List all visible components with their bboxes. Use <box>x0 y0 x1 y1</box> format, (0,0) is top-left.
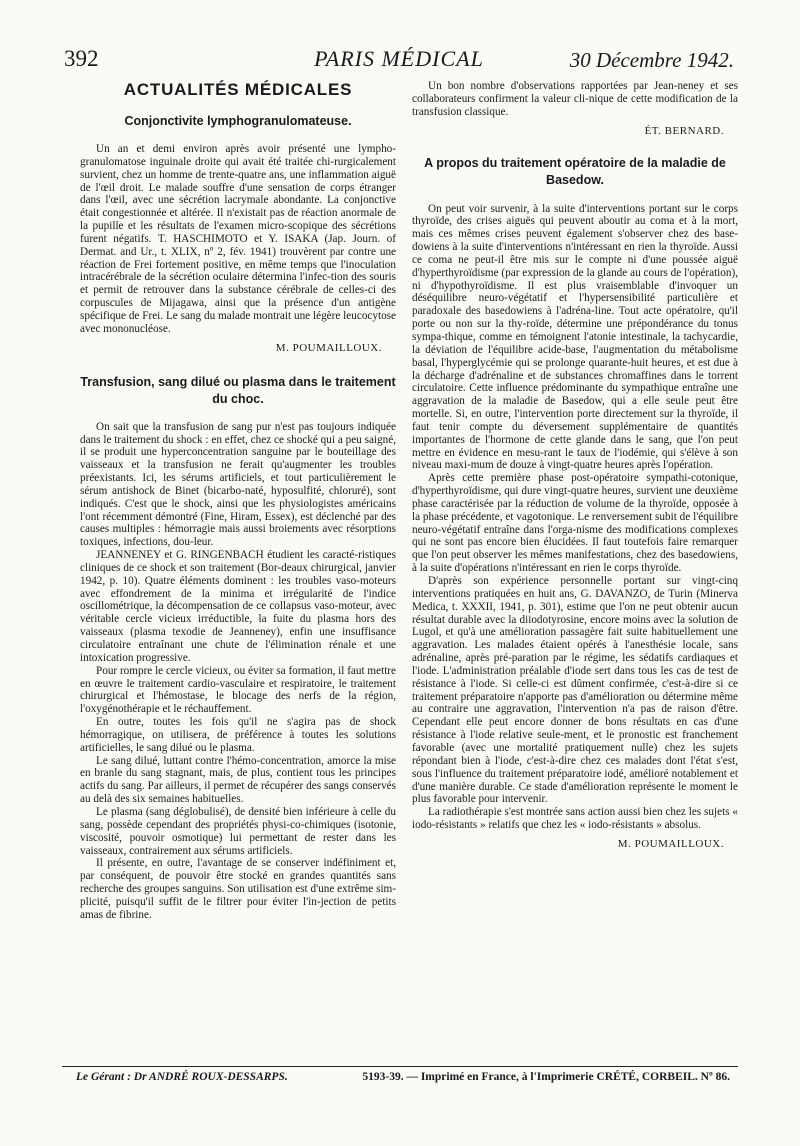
section-title: ACTUALITÉS MÉDICALES <box>123 80 353 99</box>
article-basedow <box>412 155 738 850</box>
article-paragraph: On sait que la transfusion de sang pur n'est pas toujours indiquée dans le traitement du shock : en effet, chez ce shocké qui a peu saigné, il se produit une hyperconcentration sanguine par le bouteillage des vaisseaux et la transfusion ne ferait qu'augmenter les troubles préexistants. Ici, les sérums artificiels, et tout particulièrement le sérum antishock de Binet (bicarbo-naté, hyposulfité, chloruré), sont indiqués. C'est que le shock, ainsi que les physiologistes américains l'ont récemment démontré (Fine, Hiram, Essex), est déclenché par des causes multiples : hémorragie mais aussi broiements avec résorptions toxiques, infections, dou-leur. <box>80 420 396 549</box>
article-title: A propos du traitement opératoire de la maladie de Basedow. <box>424 155 726 187</box>
page-number: 392 <box>64 46 99 71</box>
article-paragraph: Pour rompre le cercle vicieux, ou éviter sa formation, il faut mettre en œuvre le traitement cardio-vasculaire et respiratoire, le traitement chirurgical et l'hémostase, le blocage des nerfs de la région, l'oxygénothérapie et le réchauffement. <box>80 664 396 716</box>
article-conjonctivite <box>80 113 396 354</box>
footer-printer: 5193-39. — Imprimé en France, à l'Imprimerie CRÉTÉ, CORBEIL. Nº 86. <box>362 1071 730 1083</box>
article-title: Transfusion, sang dilué ou plasma dans le traitement du choc. <box>80 374 396 406</box>
article-transfusion <box>80 374 396 922</box>
issue-date: 30 Décembre 1942. <box>569 48 734 72</box>
left-column <box>80 80 396 922</box>
article-title: Conjonctivite lymphogranulomateuse. <box>124 114 352 128</box>
article-paragraph: On peut voir survenir, à la suite d'interventions portant sur le corps thyroïde, des crises aiguës qui peuvent aboutir au coma et à la mort, mais ces mêmes crises peuvent également s'observer chez des base-dowiens à la suite d'interventions n'intéressant en rien la thyroïde. Aussi ce coma ne peut-il être mis sur le compte ni d'une poussée aiguë d'hyperthyroïdisme (par expression de la glande au cours de l'opération), ni d'hypothyroïdisme. Il est plus vraisemblable d'invoquer un déséquilibre neuro-végétatif et l'hypersensibilité particulière et paradoxale des basedowiens à l'adréna-line. Tout acte opératoire, qu'il porte ou non sur la thy-roïde, détermine une prépondérance du tonus sympa-thique, comme en témoignent l'atonie intestinale, la tachycardie, la déviation de l'équilibre acide-base, l'augmentation du métabolisme basal, l'hyperglycémie qui se prolonge quarante-huit heures, et est due à la décharge d'adrénaline et de substances chromaffines dans le torrent circulatoire. Cette influence prédominante du sympathique entraîne une aggravation de la maladie de Basedow, qui a elle seule peut être mortelle. Si, en outre, l'intervention porte directement sur la thyroïde, il faut tenir compte du déversement supplémentaire de quantités importantes de l'hormone de cette glande dans le sang, que l'on peut mettre en évidence en mesu-rant le taux de l'iodémie, qui s'élève à son niveau maxi-mum de douze à vingt-quatre heures après l'opération. <box>412 202 738 472</box>
article-paragraph: JEANNENEY et G. RINGENBACH étudient les caracté-ristiques cliniques de ce shock et son traitement (Bor-deaux chirurgical, janvier 1942, p. 10). Quatre éléments dominent : les troubles vaso-moteurs avec effondrement de la minima et irrégularité de l'indice oscillométrique, la décompensation de ce collapsus vaso-moteur, avec véritable cercle vicieux irréductible, la fuite du plasma hors des vaisseaux (plasma texodie de Jeanneney), enfin une insuffisance circulatoire entraînant une chute de l'élimination rénale et une intoxication progressive. <box>80 549 396 664</box>
article-paragraph: Un an et demi environ après avoir présenté une lympho-granulomatose inguinale droite qui avait été traitée chi-rurgicalement survient, chez un homme de trente-quatre ans, une inflammation aiguë de l'œil droit. Le malade souffre d'une sensation de corps étranger dans l'œil, avec une sécrétion lacrymale abondante. La conjonctive était congestionnée et altérée. Il n'existait pas de réaction anormale de la pupille et les résultats de l'examen micro-scopique des sécrétions furent négatifs. T. HASCHIMOTO et Y. ISAKA (Jap. Journ. of Dermat. and Ur., t. XLIX, nº 2, fév. 1941) trouvèrent par contre une réaction de Frei fortement positive, en même temps que l'inoculation intracérébrale de la sécrétion oculaire détermina l'infec-tion des souris et permit de retrouver dans la substance cérébrale de celles-ci des corpuscules de Mijagawa, ainsi que la présence d'un antigène spécifique de Frei. Le sang du malade montrait une légère leucocytose avec mononucléose. <box>80 143 396 335</box>
article-paragraph: Le sang dilué, luttant contre l'hémo-concentration, amorce la mise en branle du sang stagnant, mais, de plus, contient tous les principes actifs du sang. Par ailleurs, il permet de récupérer des sangs conservés au delà des six semaines habituelles. <box>80 754 396 806</box>
article-paragraph: D'après son expérience personnelle portant sur vingt-cinq interventions pratiquées en huit ans, G. DAVANZO, de Turin (Minerva Medica, t. XXXII, 1941, p. 301), estime que l'on ne peut obtenir aucun résultat durable avec la diiodotyrosine, encore moins avec la solution de Lugol, et qu'à une amélioration passagère fait suite habituellement une aggravation. Les malades étaient opérés à l'anesthésie locale, sans adrénaline, après pré-paration par le régime, les sédatifs cardiaques et l'iode. L'administration préalable d'iode sert dans tous les cas de test de résistance à l'iode. Si celle-ci est dûment confirmée, c'est-à-dire si ce traitement préparatoire n'apporte pas d'amélioration ou détermine même au contraire une aggravation, l'intervention n'a pas de raison d'être. Cependant elle peut encore donner de bons résultats en cas d'une résistance à l'iode relative seule-ment, et le pronostic est franchement favorable (avec une mortalité pratiquement nulle) chez les sujets répondant bien à l'iode, c'est-à-dire chez ces malades dont l'état s'est, sous l'influence du traitement préparatoire iodé, amélioré notablement et d'une manière durable. Ce stade d'amélioration représente le moment le plus favorable pour intervenir. <box>412 575 738 806</box>
article-paragraph: Un bon nombre d'observations rapportées par Jean-neney et ses collaborateurs confirment la valeur cli-nique de cette modification de la transfusion classique. <box>412 80 738 118</box>
article-transfusion-continued <box>412 80 738 137</box>
article-paragraph: La radiothérapie s'est montrée sans action aussi bien chez les sujets « iodo-résistants » relatifs que chez les « iodo-résistants » absolus. <box>412 806 738 832</box>
article-paragraph: En outre, toutes les fois qu'il ne s'agira pas de shock hémorragique, on utilisera, de préférence à toutes les solutions artificielles, le sang dilué ou le plasma. <box>80 716 396 754</box>
article-paragraph: Il présente, en outre, l'avantage de se conserver indéfiniment et, par conséquent, de pouvoir être stocké en grandes quantités sans recherche des groupes sanguins. Son utilisation est d'une extrême sim-plicité, puisqu'il suffit de le filtrer pour éviter l'in-jection de petits amas de fibrine. <box>80 857 396 921</box>
author-signature: M. POUMAILLOUX. <box>275 341 382 354</box>
footer-manager: Le Gérant : Dr ANDRÉ ROUX-DESSARPS. <box>76 1071 288 1083</box>
article-paragraph: Le plasma (sang déglobulisé), de densité bien inférieure à celle du sang, possède cependant des propriétés physi-co-chimiques (isotonie, viscosité, pouvoir osmotique) lui permettant de rester dans les vaisseaux, contrairement aux sérums artificiels. <box>80 805 396 857</box>
article-paragraph: Après cette première phase post-opératoire sympathi-cotonique, d'hyperthyroïdisme, qui dure vingt-quatre heures, survient une deuxième phase caractérisée par la réduction de volume de la thyroïde, opposée à la phase précédente, et vagotonique. Le renversement subit de l'équilibre neuro-végétatif entraîne dans l'orga-nisme des modifications complexes qui ne sont pas encore bien élucidées. Il faut toutefois faire remarquer que l'on peut observer les mêmes manifestations, chez des basedowiens, à la suite d'opérations n'intéressant en rien le corps thyroïde. <box>412 472 738 575</box>
right-column <box>412 80 738 850</box>
footer-divider <box>62 1066 738 1067</box>
page-header <box>64 44 734 76</box>
journal-title: PARIS MÉDICAL <box>314 46 484 71</box>
author-signature: M. POUMAILLOUX. <box>617 837 724 850</box>
author-signature: ÉT. BERNARD. <box>644 124 724 137</box>
